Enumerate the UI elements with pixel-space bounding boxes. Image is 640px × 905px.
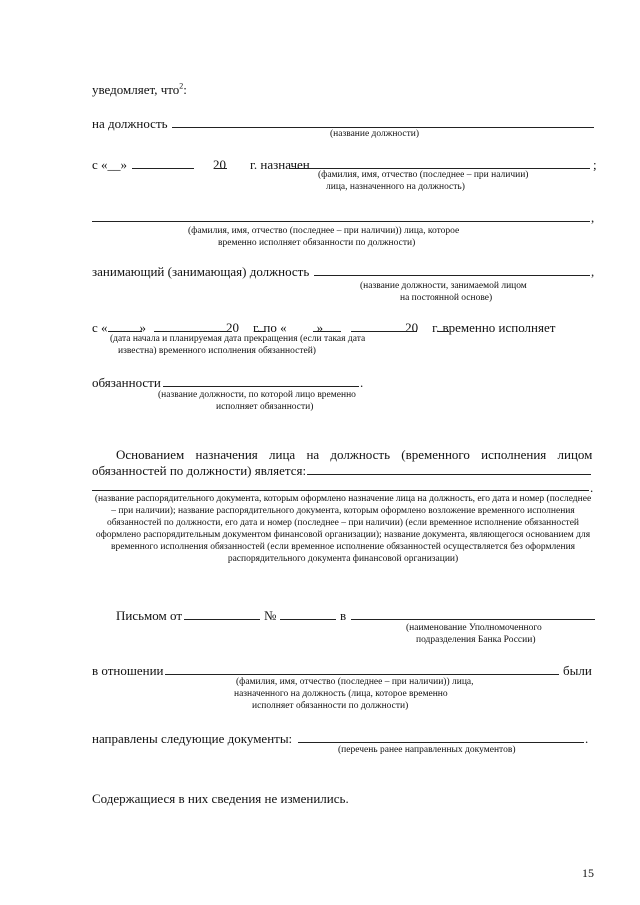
intro-line: уведомляет, что$^2$: [92,81,187,97]
occupying-label: занимающий (занимающая) должность [92,264,310,279]
occupying-caption-1: (название должности, занимаемой лицом [360,281,527,291]
letter-caption-2: подразделения Банка России) [416,635,536,645]
period-to-month-line [351,331,417,332]
documents-caption: (перечень ранее направленных документов) [338,745,516,755]
period-line: с « » 20 г. по « » 20 г. временно исполняет [92,320,556,335]
appointed-name-line [290,168,590,169]
period-dot: . [360,375,364,390]
comma-3: . [590,480,594,495]
regarding-caption-1: (фамилия, имя, отчество (последнее – при наличии)) лица, [236,677,474,687]
period-from-month-line [154,331,232,332]
duties-field-line [163,386,359,387]
period-to-year-line [438,331,449,332]
position-label: на должность [92,116,168,131]
letter-in-label: в [340,608,347,623]
acting-caption-2: временно исполняет обязанности по должности) [218,238,416,248]
period-from-year-line [254,331,265,332]
letter-date-line [184,619,260,620]
documents-field-line [298,742,584,743]
comma-1: , [591,210,595,225]
letter-from-label: Письмом от [116,608,183,623]
comma-2: , [591,264,595,279]
appointed-line: с «__» 20 г. назначен [92,157,310,172]
period-to-day-line [313,331,341,332]
period-caption-1: (дата начала и планируемая дата прекращения (если такая дата [110,334,366,344]
regarding-label: в отношении [92,663,164,678]
basis-caption: (название распорядительного документа, которым оформлено назначение лица на должность, его дата и номер (последнее – при наличии); название распорядительного документа, которым оформлено возложение временного исполнения обязанностей по должности, его дата и номер (последнее – при наличии) (если временное исполнение обязанностей оформлено распорядительным документом финансовой организации); название документа, являющегося основанием для временного исполнения обязанностей (если временное исполнение обязанностей осуществляется без оформления распорядительного документа финансовой организации) [94,494,592,564]
closing-text: Содержащиеся в них сведения не изменились. [92,791,349,806]
acting-name-line [92,221,590,222]
appointed-caption-2: лица, назначенного на должность) [326,182,465,192]
documents-label: направлены следующие документы: [92,731,293,746]
basis-line-1: Основанием назначения лица на должность (временного исполнения лицом [116,447,593,462]
appointed-caption-1: (фамилия, имя, отчество (последнее – при наличии) [318,170,529,180]
occupying-caption-2: на постоянной основе) [400,293,493,303]
regarding-tail: были [563,663,592,678]
letter-caption-1: (наименование Уполномоченного [406,623,542,633]
basis-field-line-2 [92,490,589,491]
letter-org-line [351,619,595,620]
basis-field-line-1 [307,474,591,475]
regarding-caption-3: исполняет обязанности по должности) [252,701,409,711]
letter-number-line [280,619,336,620]
basis-line-2: обязанностей по должности) является: [92,463,307,478]
period-from-day-line [108,331,142,332]
duties-label: обязанности [92,375,161,390]
acting-caption-1: (фамилия, имя, отчество (последнее – при наличии)) лица, которое [188,226,460,236]
position-field-line [172,127,594,128]
duties-caption-1: (название должности, по которой лицо временно [158,390,356,400]
position-caption: (название должности) [330,129,420,139]
period-dot-2: . [585,731,589,746]
page-number: 15 [582,866,594,880]
letter-number-label: № [264,608,277,623]
occupying-field-line [314,275,590,276]
regarding-field-line [165,674,559,675]
appointed-year-line [214,168,227,169]
semicolon: ; [593,157,597,172]
duties-caption-2: исполняет обязанности) [216,402,314,412]
regarding-caption-2: назначенного на должность (лица, которое временно [234,689,448,699]
period-caption-2: известна) временного исполнения обязанностей) [118,346,316,356]
appointed-date-line [132,168,194,169]
